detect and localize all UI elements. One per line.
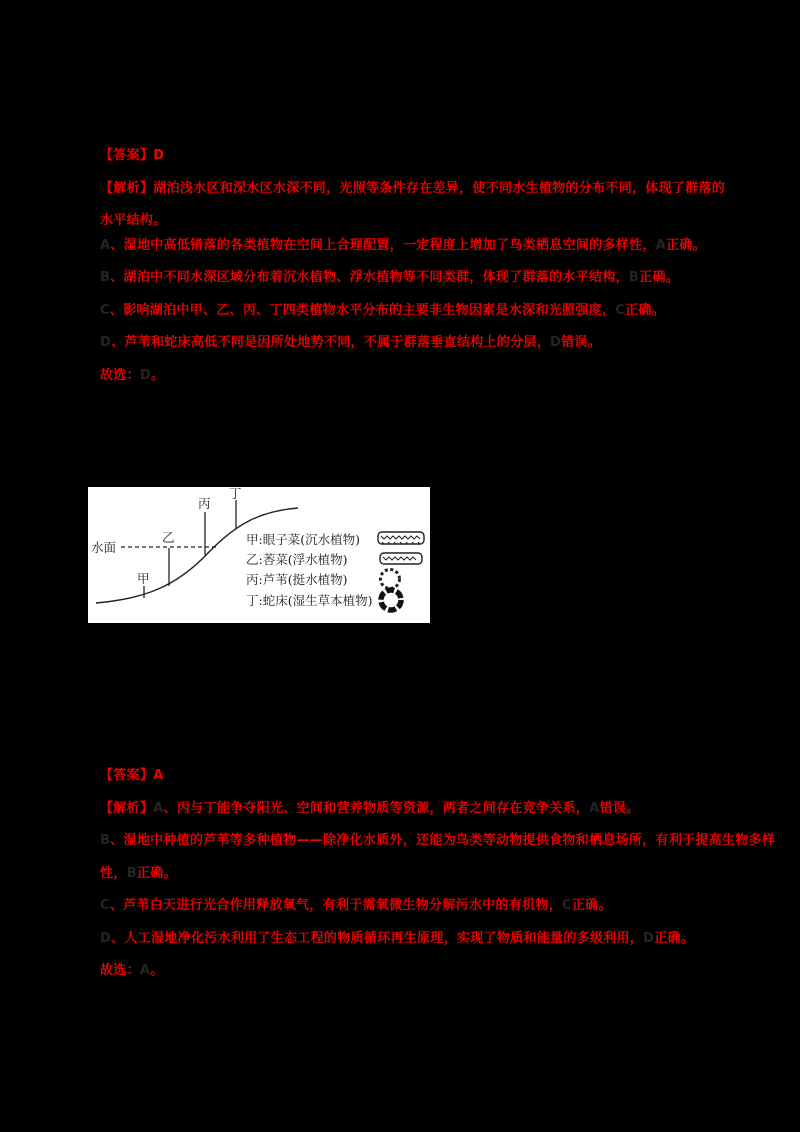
choose-answer-line: 故选：A。 bbox=[100, 963, 164, 978]
analysis-line: 水平结构。 bbox=[100, 213, 167, 228]
option-b-explanation-wrap: 性，B正确。 bbox=[100, 865, 177, 881]
option-b-explanation: B、湖泊中不同水深区域分布着沉水植物、浮水植物等不同类群，体现了群落的水平结构，B正确。 bbox=[100, 270, 680, 285]
option-c-explanation: C、影响湖泊中甲、乙、丙、丁四类植物水平分布的主要非生物因素是水深和光照强度，C正确。 bbox=[100, 302, 665, 318]
bing-label: 丙 bbox=[198, 496, 211, 511]
option-d-explanation: D、芦苇和蛇床高低不同是因所处地势不同，不属于群落垂直结构上的分层，D错误。 bbox=[100, 335, 601, 350]
floating-plant-icon bbox=[380, 553, 422, 564]
ding-label: 丁 bbox=[229, 487, 242, 501]
legend-row-jia: 甲:眼子菜(沉水植物) bbox=[246, 532, 360, 547]
option-b-explanation: B、湿地中种植的芦苇等多种植物——除净化水质外，还能为鸟类等动物提供食物和栖息场所，有利于提高生物多样 bbox=[100, 833, 776, 848]
yi-label: 乙 bbox=[162, 530, 175, 545]
answer-block-1 bbox=[100, 146, 760, 398]
wet-herb-plant-icon bbox=[381, 590, 401, 610]
analysis-line: 【解析】湖泊浅水区和深水区水深不同，光照等条件存在差异，使不同水生植物的分布不同，体现了群落的 bbox=[100, 180, 726, 196]
plant-distribution-figure bbox=[88, 487, 430, 623]
option-a-explanation: A、湿地中高低错落的各类植物在空间上合理配置，一定程度上增加了鸟类栖息空间的多样性，A正确。 bbox=[100, 237, 706, 253]
answer-line: 【答案】A bbox=[100, 768, 164, 783]
legend-row-ding: 丁:蛇床(湿生草本植物) bbox=[246, 593, 373, 608]
answer-block-2 bbox=[100, 766, 776, 994]
submerged-plant-icon bbox=[378, 532, 424, 544]
choose-answer-line: 故选：D。 bbox=[100, 367, 165, 383]
jia-label: 甲 bbox=[137, 571, 150, 586]
water-surface-label: 水面 bbox=[91, 540, 117, 555]
legend-row-yi: 乙:莕菜(浮水植物) bbox=[246, 552, 348, 567]
option-c-explanation: C、芦苇白天进行光合作用释放氧气，有利于需氧微生物分解污水中的有机物，C正确。 bbox=[100, 898, 612, 913]
option-d-explanation: D、人工湿地净化污水利用了生态工程的物质循环再生原理，实现了物质和能量的多级利用，D正确。 bbox=[100, 930, 695, 946]
legend-row-bing: 丙:芦苇(挺水植物) bbox=[246, 572, 348, 587]
lakeshore-diagram bbox=[88, 487, 430, 623]
answer-line: 【答案】D bbox=[100, 148, 165, 163]
option-a-explanation: 【解析】A、丙与丁能争夺阳光、空间和营养物质等资源，两者之间存在竞争关系，A错误。 bbox=[100, 800, 640, 816]
emergent-plant-icon bbox=[381, 570, 400, 589]
